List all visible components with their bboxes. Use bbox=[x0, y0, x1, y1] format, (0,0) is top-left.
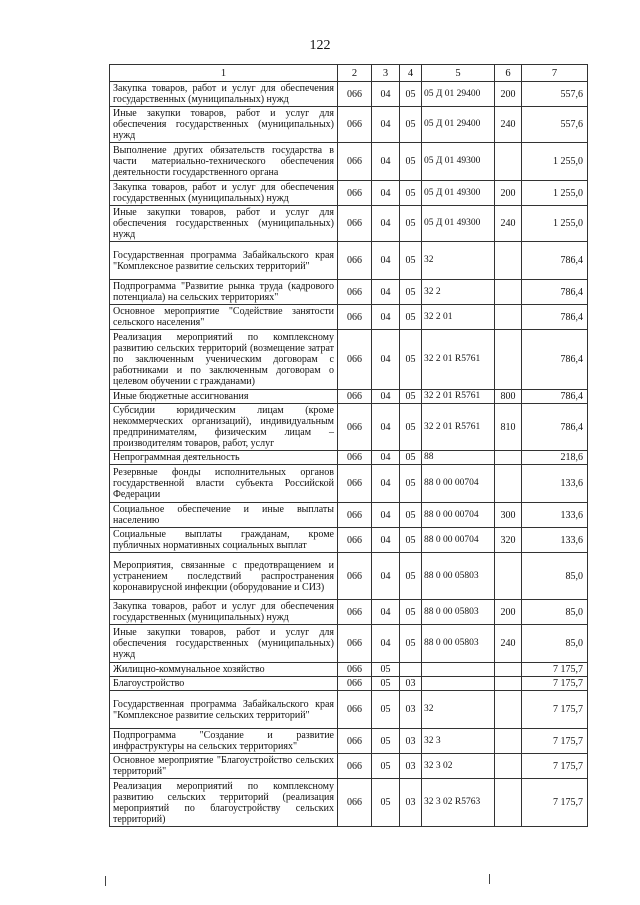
table-row bbox=[110, 625, 588, 663]
row-code-4: 05 bbox=[400, 465, 422, 503]
row-name: Иные бюджетные ассигнования bbox=[110, 390, 338, 404]
row-code-6 bbox=[495, 143, 522, 181]
row-name: Социальное обеспечение и иные выплаты населению bbox=[110, 503, 338, 528]
row-amount: 7 175,7 bbox=[522, 691, 588, 729]
row-amount: 7 175,7 bbox=[522, 729, 588, 754]
row-code-2: 066 bbox=[338, 330, 372, 390]
row-code-4: 05 bbox=[400, 553, 422, 600]
column-header: 3 bbox=[372, 65, 400, 82]
row-name: Иные закупки товаров, работ и услуг для обеспечения государственных (муниципальных) нужд bbox=[110, 107, 338, 143]
row-code-6 bbox=[495, 465, 522, 503]
row-code-6: 300 bbox=[495, 503, 522, 528]
row-amount: 85,0 bbox=[522, 553, 588, 600]
row-code-5: 32 bbox=[422, 691, 495, 729]
row-code-4: 05 bbox=[400, 503, 422, 528]
row-amount: 7 175,7 bbox=[522, 677, 588, 691]
budget-table bbox=[109, 64, 588, 827]
row-code-5: 88 0 00 05803 bbox=[422, 600, 495, 625]
row-code-2: 066 bbox=[338, 729, 372, 754]
margin-mark bbox=[105, 876, 106, 886]
row-code-5: 32 bbox=[422, 242, 495, 280]
row-code-5: 88 bbox=[422, 451, 495, 465]
table-row bbox=[110, 181, 588, 206]
row-code-4: 05 bbox=[400, 451, 422, 465]
row-code-2: 066 bbox=[338, 242, 372, 280]
row-code-5: 32 3 02 bbox=[422, 754, 495, 779]
row-code-6 bbox=[495, 729, 522, 754]
row-name: Основное мероприятие "Содействие занятости сельского населения" bbox=[110, 305, 338, 330]
row-code-3: 05 bbox=[372, 677, 400, 691]
row-amount: 133,6 bbox=[522, 528, 588, 553]
row-code-2: 066 bbox=[338, 625, 372, 663]
row-code-3: 04 bbox=[372, 528, 400, 553]
row-code-5: 05 Д 01 49300 bbox=[422, 206, 495, 242]
table-row bbox=[110, 465, 588, 503]
row-code-6: 200 bbox=[495, 82, 522, 107]
row-code-5: 32 2 01 bbox=[422, 305, 495, 330]
table-row bbox=[110, 107, 588, 143]
row-code-4: 05 bbox=[400, 305, 422, 330]
row-code-2: 066 bbox=[338, 600, 372, 625]
table-row bbox=[110, 553, 588, 600]
table-row bbox=[110, 404, 588, 451]
column-header: 7 bbox=[522, 65, 588, 82]
row-code-3: 04 bbox=[372, 181, 400, 206]
row-name: Резервные фонды исполнительных органов государственной власти субъекта Российской Федерации bbox=[110, 465, 338, 503]
row-code-6: 800 bbox=[495, 390, 522, 404]
row-amount: 786,4 bbox=[522, 242, 588, 280]
row-name: Государственная программа Забайкальского края "Комплексное развитие сельских территорий" bbox=[110, 691, 338, 729]
row-code-5: 32 3 02 R5763 bbox=[422, 779, 495, 827]
row-code-6 bbox=[495, 451, 522, 465]
row-code-5: 88 0 00 00704 bbox=[422, 528, 495, 553]
row-code-2: 066 bbox=[338, 206, 372, 242]
row-code-5: 32 3 bbox=[422, 729, 495, 754]
table-row bbox=[110, 280, 588, 305]
row-code-2: 066 bbox=[338, 451, 372, 465]
margin-mark bbox=[489, 874, 490, 884]
row-code-5: 88 0 00 00704 bbox=[422, 503, 495, 528]
row-code-6: 200 bbox=[495, 181, 522, 206]
row-code-4: 05 bbox=[400, 404, 422, 451]
row-code-3: 04 bbox=[372, 206, 400, 242]
row-code-5 bbox=[422, 663, 495, 677]
row-amount: 786,4 bbox=[522, 305, 588, 330]
row-code-5: 88 0 00 00704 bbox=[422, 465, 495, 503]
row-amount: 786,4 bbox=[522, 404, 588, 451]
row-name: Государственная программа Забайкальского края "Комплексное развитие сельских территорий" bbox=[110, 242, 338, 280]
row-amount: 1 255,0 bbox=[522, 206, 588, 242]
table-row bbox=[110, 600, 588, 625]
row-name: Жилищно-коммунальное хозяйство bbox=[110, 663, 338, 677]
row-code-6: 240 bbox=[495, 625, 522, 663]
row-code-5: 05 Д 01 29400 bbox=[422, 82, 495, 107]
row-code-3: 04 bbox=[372, 82, 400, 107]
row-code-5: 32 2 01 R5761 bbox=[422, 330, 495, 390]
table-body bbox=[110, 82, 588, 827]
row-name: Благоустройство bbox=[110, 677, 338, 691]
table-row bbox=[110, 451, 588, 465]
table-row bbox=[110, 143, 588, 181]
row-code-3: 04 bbox=[372, 404, 400, 451]
table-row bbox=[110, 206, 588, 242]
row-code-6 bbox=[495, 691, 522, 729]
row-amount: 7 175,7 bbox=[522, 663, 588, 677]
row-code-6: 240 bbox=[495, 206, 522, 242]
row-code-6: 320 bbox=[495, 528, 522, 553]
row-code-2: 066 bbox=[338, 280, 372, 305]
column-header: 5 bbox=[422, 65, 495, 82]
row-code-2: 066 bbox=[338, 677, 372, 691]
row-amount: 786,4 bbox=[522, 330, 588, 390]
row-name: Мероприятия, связанные с предотвращением и устранением последствий распространения коронавирусной инфекции (оборудование и СИЗ) bbox=[110, 553, 338, 600]
row-code-3: 04 bbox=[372, 625, 400, 663]
table-row bbox=[110, 729, 588, 754]
row-amount: 1 255,0 bbox=[522, 143, 588, 181]
row-code-4: 05 bbox=[400, 600, 422, 625]
row-name: Закупка товаров, работ и услуг для обеспечения государственных (муниципальных) нужд bbox=[110, 181, 338, 206]
row-code-2: 066 bbox=[338, 107, 372, 143]
row-name: Иные закупки товаров, работ и услуг для обеспечения государственных (муниципальных) нужд bbox=[110, 206, 338, 242]
row-code-4: 05 bbox=[400, 82, 422, 107]
row-code-6 bbox=[495, 779, 522, 827]
row-code-5: 05 Д 01 49300 bbox=[422, 181, 495, 206]
row-code-4: 03 bbox=[400, 691, 422, 729]
row-code-3: 04 bbox=[372, 503, 400, 528]
row-code-3: 04 bbox=[372, 330, 400, 390]
row-code-2: 066 bbox=[338, 553, 372, 600]
row-code-2: 066 bbox=[338, 390, 372, 404]
row-code-2: 066 bbox=[338, 663, 372, 677]
table-header-row bbox=[110, 65, 588, 82]
column-header: 2 bbox=[338, 65, 372, 82]
row-name: Социальные выплаты гражданам, кроме публичных нормативных социальных выплат bbox=[110, 528, 338, 553]
row-code-4: 05 bbox=[400, 181, 422, 206]
row-code-6 bbox=[495, 330, 522, 390]
row-code-4: 05 bbox=[400, 242, 422, 280]
row-name: Непрограммная деятельность bbox=[110, 451, 338, 465]
row-name: Закупка товаров, работ и услуг для обеспечения государственных (муниципальных) нужд bbox=[110, 600, 338, 625]
row-code-4 bbox=[400, 663, 422, 677]
row-code-2: 066 bbox=[338, 465, 372, 503]
row-code-4: 03 bbox=[400, 677, 422, 691]
row-code-3: 04 bbox=[372, 600, 400, 625]
row-code-5 bbox=[422, 677, 495, 691]
row-code-6 bbox=[495, 280, 522, 305]
row-code-3: 05 bbox=[372, 663, 400, 677]
row-amount: 85,0 bbox=[522, 600, 588, 625]
row-code-3: 05 bbox=[372, 779, 400, 827]
row-code-4: 05 bbox=[400, 330, 422, 390]
row-code-2: 066 bbox=[338, 691, 372, 729]
row-amount: 557,6 bbox=[522, 107, 588, 143]
table-row bbox=[110, 663, 588, 677]
row-name: Субсидии юридическим лицам (кроме некоммерческих организаций), индивидуальным предпринимателям, физическим лицам – производителям товаров, работ, услуг bbox=[110, 404, 338, 451]
row-code-2: 066 bbox=[338, 82, 372, 107]
row-name: Подпрограмма "Развитие рынка труда (кадрового потенциала) на сельских территориях" bbox=[110, 280, 338, 305]
row-name: Реализация мероприятий по комплексному развитию сельских территорий (реализация мероприятий по благоустройству сельских территорий) bbox=[110, 779, 338, 827]
row-code-2: 066 bbox=[338, 528, 372, 553]
row-code-2: 066 bbox=[338, 305, 372, 330]
row-amount: 218,6 bbox=[522, 451, 588, 465]
table-row bbox=[110, 503, 588, 528]
row-code-4: 05 bbox=[400, 206, 422, 242]
row-amount: 557,6 bbox=[522, 82, 588, 107]
column-header: 4 bbox=[400, 65, 422, 82]
row-amount: 133,6 bbox=[522, 503, 588, 528]
row-code-3: 05 bbox=[372, 691, 400, 729]
row-code-4: 03 bbox=[400, 729, 422, 754]
table-row bbox=[110, 242, 588, 280]
column-header: 1 bbox=[110, 65, 338, 82]
row-amount: 786,4 bbox=[522, 390, 588, 404]
row-code-5: 88 0 00 05803 bbox=[422, 553, 495, 600]
row-code-6 bbox=[495, 242, 522, 280]
row-code-5: 32 2 01 R5761 bbox=[422, 390, 495, 404]
row-code-4: 05 bbox=[400, 528, 422, 553]
row-code-6: 200 bbox=[495, 600, 522, 625]
row-code-5: 32 2 bbox=[422, 280, 495, 305]
row-amount: 1 255,0 bbox=[522, 181, 588, 206]
row-code-3: 05 bbox=[372, 729, 400, 754]
row-code-3: 04 bbox=[372, 143, 400, 181]
row-code-4: 05 bbox=[400, 280, 422, 305]
row-name: Иные закупки товаров, работ и услуг для обеспечения государственных (муниципальных) нужд bbox=[110, 625, 338, 663]
row-name: Реализация мероприятий по комплексному развитию сельских территорий (возмещение затрат по заключенным ученическим договорам с работниками и по заключенным договорам о целевом обучении с гражданами) bbox=[110, 330, 338, 390]
table-row bbox=[110, 779, 588, 827]
row-code-6: 810 bbox=[495, 404, 522, 451]
row-code-4: 03 bbox=[400, 754, 422, 779]
row-code-4: 05 bbox=[400, 107, 422, 143]
row-code-3: 04 bbox=[372, 305, 400, 330]
column-header: 6 bbox=[495, 65, 522, 82]
row-code-2: 066 bbox=[338, 779, 372, 827]
row-code-6 bbox=[495, 663, 522, 677]
row-code-3: 04 bbox=[372, 107, 400, 143]
row-code-2: 066 bbox=[338, 143, 372, 181]
row-code-6 bbox=[495, 305, 522, 330]
row-code-3: 04 bbox=[372, 553, 400, 600]
row-code-6 bbox=[495, 754, 522, 779]
row-amount: 85,0 bbox=[522, 625, 588, 663]
row-code-2: 066 bbox=[338, 181, 372, 206]
table-row bbox=[110, 330, 588, 390]
row-code-5: 05 Д 01 49300 bbox=[422, 143, 495, 181]
row-code-6 bbox=[495, 553, 522, 600]
row-amount: 7 175,7 bbox=[522, 779, 588, 827]
row-code-3: 04 bbox=[372, 451, 400, 465]
row-code-5: 32 2 01 R5761 bbox=[422, 404, 495, 451]
table-row bbox=[110, 305, 588, 330]
row-code-4: 05 bbox=[400, 390, 422, 404]
row-code-3: 05 bbox=[372, 754, 400, 779]
row-code-3: 04 bbox=[372, 390, 400, 404]
row-code-3: 04 bbox=[372, 280, 400, 305]
row-name: Закупка товаров, работ и услуг для обеспечения государственных (муниципальных) нужд bbox=[110, 82, 338, 107]
row-code-4: 05 bbox=[400, 625, 422, 663]
row-code-4: 03 bbox=[400, 779, 422, 827]
table-row bbox=[110, 390, 588, 404]
row-amount: 133,6 bbox=[522, 465, 588, 503]
row-code-2: 066 bbox=[338, 503, 372, 528]
table-row bbox=[110, 528, 588, 553]
table-row bbox=[110, 677, 588, 691]
row-name: Выполнение других обязательств государства в части материально-технического обеспечения деятельности государственного органа bbox=[110, 143, 338, 181]
row-code-6 bbox=[495, 677, 522, 691]
row-name: Основное мероприятие "Благоустройство сельских территорий" bbox=[110, 754, 338, 779]
row-code-4: 05 bbox=[400, 143, 422, 181]
row-code-2: 066 bbox=[338, 754, 372, 779]
page-number: 122 bbox=[309, 38, 331, 53]
row-amount: 7 175,7 bbox=[522, 754, 588, 779]
row-code-5: 05 Д 01 29400 bbox=[422, 107, 495, 143]
row-code-3: 04 bbox=[372, 242, 400, 280]
row-code-5: 88 0 00 05803 bbox=[422, 625, 495, 663]
row-name: Подпрограмма "Создание и развитие инфраструктуры на сельских территориях" bbox=[110, 729, 338, 754]
table-row bbox=[110, 82, 588, 107]
row-code-2: 066 bbox=[338, 404, 372, 451]
row-amount: 786,4 bbox=[522, 280, 588, 305]
table-row bbox=[110, 754, 588, 779]
row-code-3: 04 bbox=[372, 465, 400, 503]
table-row bbox=[110, 691, 588, 729]
row-code-6: 240 bbox=[495, 107, 522, 143]
